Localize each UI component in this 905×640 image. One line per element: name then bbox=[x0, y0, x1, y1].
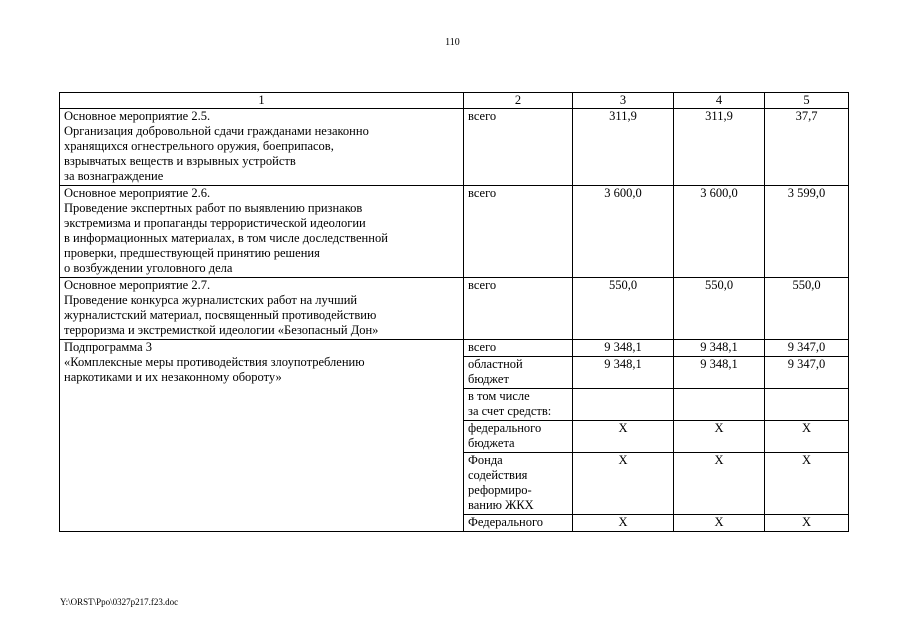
description-line: терроризма и экстремисткой идеологии «Безопасный Дон» bbox=[64, 323, 379, 337]
value-col-5: 37,7 bbox=[765, 109, 849, 186]
source-line: всего bbox=[468, 340, 497, 354]
source-line: за счет средств: bbox=[468, 404, 552, 418]
description-line: Организация добровольной сдачи гражданами незаконно bbox=[64, 124, 369, 138]
value-col-3: Х bbox=[573, 421, 674, 453]
header-col-3: 3 bbox=[573, 93, 674, 109]
value-col-3: Х bbox=[573, 453, 674, 515]
header-col-4: 4 bbox=[674, 93, 765, 109]
header-col-5: 5 bbox=[765, 93, 849, 109]
value-col-4: 311,9 bbox=[674, 109, 765, 186]
value-col-4: Х bbox=[674, 453, 765, 515]
value-col-4: 9 348,1 bbox=[674, 357, 765, 389]
source-line: Фонда bbox=[468, 453, 503, 467]
funding-source bbox=[464, 389, 573, 421]
source-line: реформиро- bbox=[468, 483, 532, 497]
value-col-5: 3 599,0 bbox=[765, 186, 849, 278]
budget-table bbox=[59, 92, 849, 532]
source-line: бюджет bbox=[468, 372, 509, 386]
description-line: Проведение экспертных работ по выявлению признаков bbox=[64, 201, 363, 215]
value-col-5: 9 347,0 bbox=[765, 357, 849, 389]
funding-source: всего bbox=[464, 278, 573, 340]
source-line: федерального bbox=[468, 421, 542, 435]
funding-source bbox=[464, 453, 573, 515]
funding-source: всего bbox=[464, 186, 573, 278]
header-col-1: 1 bbox=[60, 93, 464, 109]
description-line: журналистский материал, посвященный противодействию bbox=[64, 308, 377, 322]
value-col-4: 550,0 bbox=[674, 278, 765, 340]
value-col-4 bbox=[674, 389, 765, 421]
header-col-2: 2 bbox=[464, 93, 573, 109]
description-line: о возбуждении уголовного дела bbox=[64, 261, 233, 275]
activity-description bbox=[60, 186, 464, 278]
description-line: экстремизма и пропаганды террористической идеологии bbox=[64, 216, 366, 230]
value-col-3: 3 600,0 bbox=[573, 186, 674, 278]
description-line: взрывчатых веществ и взрывных устройств bbox=[64, 154, 296, 168]
activity-title: Основное мероприятие 2.6. bbox=[64, 186, 211, 200]
funding-source bbox=[464, 357, 573, 389]
value-col-5: Х bbox=[765, 453, 849, 515]
funding-source: всего bbox=[464, 109, 573, 186]
value-col-5 bbox=[765, 389, 849, 421]
description-line: «Комплексные меры противодействия злоупотреблению bbox=[64, 355, 365, 369]
description-line: хранящихся огнестрельного оружия, боеприпасов, bbox=[64, 139, 334, 153]
activity-description bbox=[60, 278, 464, 340]
value-col-5: 9 347,0 bbox=[765, 340, 849, 357]
subprogram-title: Подпрограмма 3 bbox=[64, 340, 153, 354]
source-line: областной bbox=[468, 357, 523, 371]
table-row bbox=[60, 340, 849, 357]
file-path-footer: Y:\ORST\Ppo\0327p217.f23.doc bbox=[60, 597, 179, 607]
activity-description bbox=[60, 109, 464, 186]
funding-source bbox=[464, 515, 573, 532]
value-col-3: Х bbox=[573, 515, 674, 532]
table-row bbox=[60, 186, 849, 278]
subprogram-description bbox=[60, 340, 464, 532]
value-col-3: 311,9 bbox=[573, 109, 674, 186]
value-col-5: 550,0 bbox=[765, 278, 849, 340]
funding-source bbox=[464, 340, 573, 357]
value-col-3: 550,0 bbox=[573, 278, 674, 340]
value-col-3: 9 348,1 bbox=[573, 357, 674, 389]
value-col-3 bbox=[573, 389, 674, 421]
value-col-4: Х bbox=[674, 515, 765, 532]
description-line: Проведение конкурса журналистских работ на лучший bbox=[64, 293, 358, 307]
value-col-4: 3 600,0 bbox=[674, 186, 765, 278]
value-col-3: 9 348,1 bbox=[573, 340, 674, 357]
header-row bbox=[60, 93, 849, 109]
source-line: бюджета bbox=[468, 436, 515, 450]
value-col-4: 9 348,1 bbox=[674, 340, 765, 357]
description-line: наркотиками и их незаконному обороту» bbox=[64, 370, 282, 384]
description-line: за вознаграждение bbox=[64, 169, 164, 183]
source-line: ванию ЖКХ bbox=[468, 498, 534, 512]
funding-source bbox=[464, 421, 573, 453]
activity-title: Основное мероприятие 2.7. bbox=[64, 278, 211, 292]
activity-title: Основное мероприятие 2.5. bbox=[64, 109, 211, 123]
source-line: содействия bbox=[468, 468, 528, 482]
page-number: 110 bbox=[445, 37, 460, 48]
description-line: в информационных материалах, в том числе доследственной bbox=[64, 231, 388, 245]
table-row bbox=[60, 109, 849, 186]
table-row bbox=[60, 278, 849, 340]
source-line: Федерального bbox=[468, 515, 544, 529]
value-col-4: Х bbox=[674, 421, 765, 453]
value-col-5: Х bbox=[765, 421, 849, 453]
description-line: проверки, предшествующей принятию решения bbox=[64, 246, 320, 260]
source-line: в том числе bbox=[468, 389, 530, 403]
value-col-5: Х bbox=[765, 515, 849, 532]
